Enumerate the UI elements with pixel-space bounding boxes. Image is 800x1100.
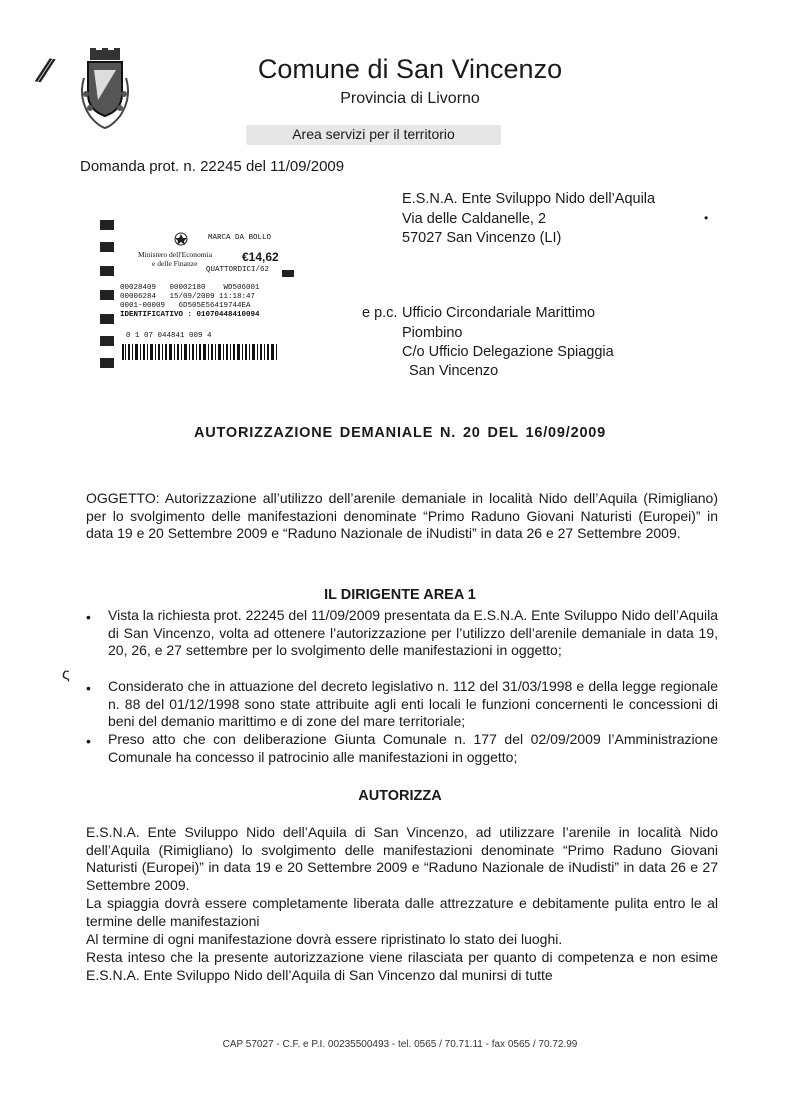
body-paragraph-4: Resta inteso che la presente autorizzazione viene rilasciata per quanto di competenza e non esime E.S.N.A. Ente Sviluppo Nido dell’Aquila di San Vincenzo dal munirsi di tutte [86, 949, 718, 983]
stamp-black-mark [282, 270, 294, 277]
bullet-item-2: Considerato che in attuazione del decreto legislativo n. 112 del 31/03/1998 e della legge regionale n. 88 del 01/12/1998 sono state attribuite agli enti locali le funzioni concernenti le concessioni di beni del demanio marittimo e di zone del mare territoriale; [108, 678, 718, 729]
stamp-header: MARCA DA BOLLO [208, 234, 272, 242]
copy-to-line-2: Piombino [402, 325, 463, 341]
stamp-amount-words: QUATTORDICI/62 [206, 266, 270, 274]
republic-emblem-icon [174, 232, 188, 246]
copy-to-label: e p.c. [362, 305, 398, 321]
bullet-item-3: Preso atto che con deliberazione Giunta Comunale n. 177 del 02/09/2009 l’Amministrazione Comunale ha concesso il patrocinio alle manifestazioni in oggetto; [108, 731, 718, 765]
stray-dot-mark: • [704, 211, 709, 225]
stamp-perforation-strip [98, 214, 118, 374]
page-subtitle: Provincia di Livorno [340, 90, 480, 107]
page-title: Comune di San Vincenzo [257, 54, 563, 84]
stamp-code-line-2: 00006284 15/09/2009 11:18:47 [120, 293, 256, 301]
copy-to-line-4: San Vincenzo [409, 363, 499, 379]
bullet-dot-icon: • [86, 733, 91, 749]
stamp-code-line-1: 00028409 00002180 WD506001 [120, 284, 260, 292]
body-paragraph-3: Al termine di ogni manifestazione dovrà essere ripristinato lo stato dei luoghi. [86, 931, 563, 947]
authorization-title: AUTORIZZAZIONE DEMANIALE N. 20 DEL 16/09/2009 [193, 425, 607, 441]
stamp-barcode-number: 0 1 07 044841 009 4 [126, 332, 212, 340]
copy-to-line-1: Ufficio Circondariale Marittimo [402, 305, 596, 321]
body-paragraph-2: La spiaggia dovrà essere completamente liberata dalle attrezzature e debitamente pulita entro le al termine delle manifestazioni [86, 895, 718, 929]
stamp-amount: €14,62 [242, 250, 279, 264]
subject-paragraph: OGGETTO: Autorizzazione all’utilizzo dell’arenile demaniale in località Nido dell’Aquila (Rimigliano) per lo svolgimento delle manifestazioni denominate “Primo Raduno Giovani Naturisti (Europei)” in data 19 e 20 Settembre 2009 e “Raduno Nazionale de iNudisti” in data 26 e 27 Settembre 2009. [86, 490, 718, 541]
authorize-heading: AUTORIZZA [358, 788, 442, 804]
handwritten-c-mark: ς [62, 666, 70, 683]
stamp-ministry-2: e delle Finanze [152, 259, 198, 268]
recipient-line-1: E.S.N.A. Ente Sviluppo Nido dell’Aquila [402, 191, 656, 207]
barcode-icon [122, 344, 282, 360]
bullet-dot-icon: • [86, 680, 91, 696]
copy-to-line-3: C/o Ufficio Delegazione Spiaggia [402, 344, 614, 360]
bullet-dot-icon: • [86, 609, 91, 625]
handwritten-slash-marks: // [35, 51, 48, 91]
recipient-line-2: Via delle Caldanelle, 2 [402, 211, 547, 227]
page-footer: CAP 57027 - C.F. e P.I. 00235500493 - tel. 0565 / 70.71.11 - fax 0565 / 70.72.99 [222, 1039, 578, 1050]
revenue-stamp [98, 214, 314, 374]
stamp-ministry-1: Ministero dell'Economia [138, 250, 213, 259]
body-paragraph-1: E.S.N.A. Ente Sviluppo Nido dell’Aquila di San Vincenzo, ad utilizzare l’arenile in località Nido dell’Aquila (Rimigliano) lo svolgimento delle manifestazioni denominate “Primo Raduno Giovani Naturisti (Europei)” in data 19 e 20 Settembre 2009 e “Raduno Nazionale de iNudisti” in data 26 e 27 Settembre 2009. [86, 824, 718, 893]
recipient-line-3: 57027 San Vincenzo (LI) [402, 230, 562, 246]
protocol-line: Domanda prot. n. 22245 del 11/09/2009 [80, 158, 345, 175]
bullet-item-1: Vista la richiesta prot. 22245 del 11/09/2009 presentata da E.S.N.A. Ente Sviluppo Nido dell’Aquila di San Vincenzo, volta ad ottenere l’autorizzazione per l’utilizzo dell’arenile demaniale in data 19, 20, 26, e 27 settembre per lo svolgimento delle manifestazioni in oggetto; [108, 607, 718, 658]
stamp-code-line-3: 0001-00009 6D505E56419744EA [120, 302, 251, 310]
director-heading: IL DIRIGENTE AREA 1 [324, 587, 476, 603]
stamp-code-line-4: IDENTIFICATIVO : 01070448410094 [120, 311, 260, 319]
area-label: Area servizi per il territorio [292, 126, 455, 142]
